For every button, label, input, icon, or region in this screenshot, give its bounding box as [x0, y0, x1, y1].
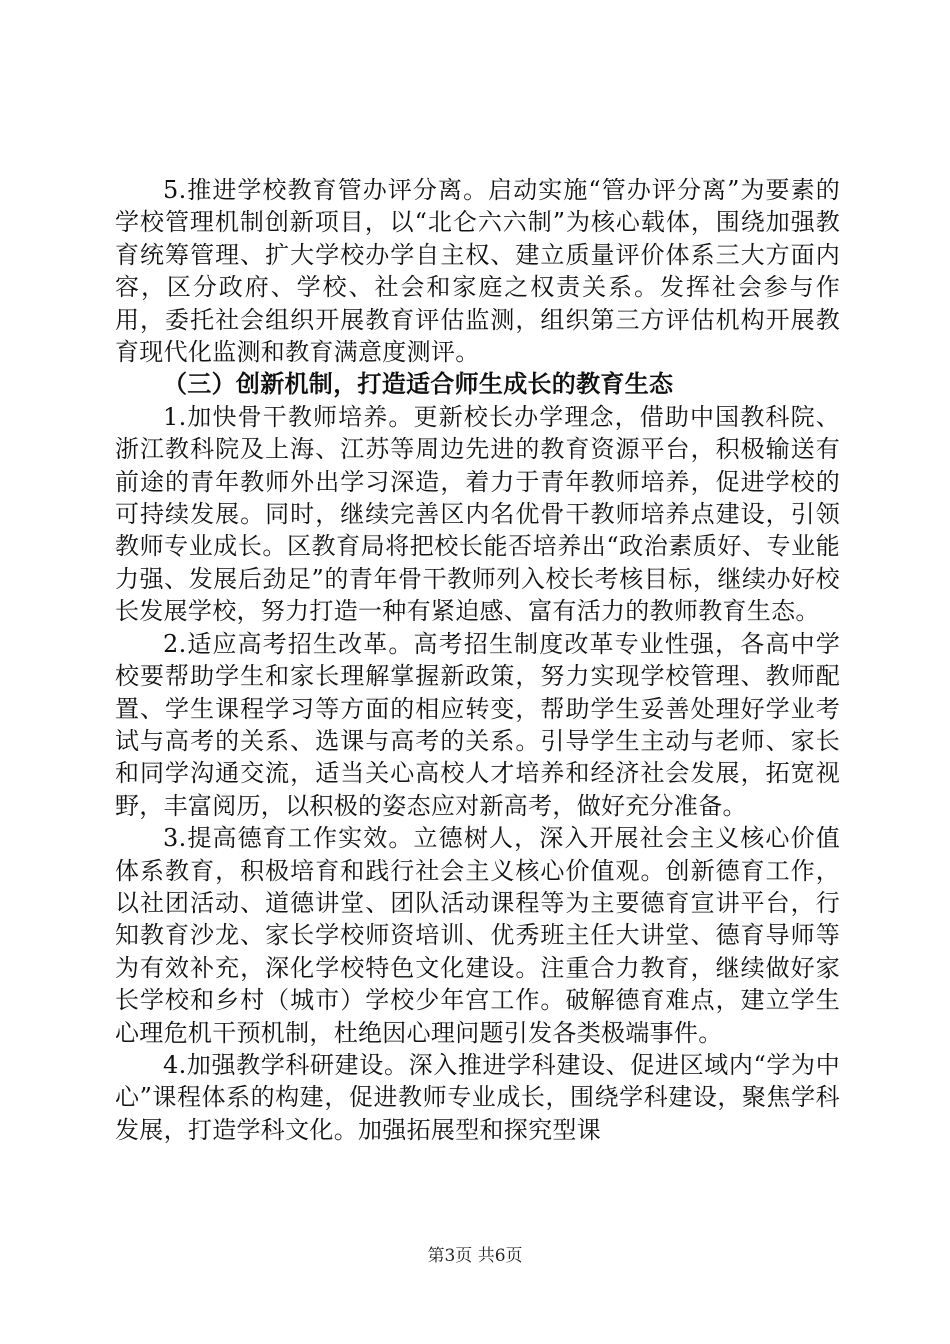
page-number-footer: 第3页 共6页	[427, 1246, 523, 1266]
paragraph-teacher-training: 1.加快骨干教师培养。更新校长办学理念，借助中国教科院、浙江教科院及上海、江苏等周边先进的教育资源平台，积极输送有前途的青年教师外出学习深造，着力于青年教师培养，促进学校的可持续发展。同时，继续完善区内名优骨干教师培养点建设，引领教师专业成长。区教育局将把校长能否培养出“政治素质好、专业能力强、发展后劲足”的青年骨干教师列入校长考核目标，继续办好校长发展学校，努力打造一种有紧迫感、富有活力的教师教育生态。	[115, 402, 840, 626]
paragraph-moral-education: 3.提高德育工作实效。立德树人，深入开展社会主义核心价值体系教育，积极培育和践行社会主义核心价值观。创新德育工作，以社团活动、道德讲堂、团队活动课程等为主要德育宣讲平台，行知教育沙龙、家长学校师资培训、优秀班主任大讲堂、德育导师等为有效补充，深化学校特色文化建设。注重合力教育，继续做好家长学校和乡村（城市）学校少年宫工作。破解德育难点，建立学生心理危机干预机制，杜绝因心理问题引发各类极端事件。	[115, 824, 840, 1047]
paragraph-teaching-research: 4.加强教学科研建设。深入推进学科建设、促进区域内“学为中心”课程体系的构建，促进教师专业成长，围绕学科建设，聚焦学科发展，打造学科文化。加强拓展型和探究型课	[115, 1050, 840, 1144]
paragraph-governance-separation: 5.推进学校教育管办评分离。启动实施“管办评分离”为要素的学校管理机制创新项目，以“北仑六六制”为核心载体，围绕加强教育统筹管理、扩大学校办学自主权、建立质量评价体系三大方面内容，区分政府、学校、社会和家庭之权责关系。发挥社会参与作用，委托社会组织开展教育评估监测，组织第三方评估机构开展教育现代化监测和教育满意度测评。	[115, 176, 840, 367]
paragraph-exam-reform: 2.适应高考招生改革。高考招生制度改革专业性强，各高中学校要帮助学生和家长理解掌握新政策，努力实现学校管理、教师配置、学生课程学习等方面的相应转变，帮助学生妥善处理好学业考试与高考的关系、选课与高考的关系。引导学生主动与老师、家长和同学沟通交流，适当关心高校人才培养和经济社会发展，拓宽视野，丰富阅历，以积极的姿态应对新高考，做好充分准备。	[115, 629, 840, 820]
document-body	[115, 174, 840, 1146]
section-heading-innovation: （三）创新机制，打造适合师生成长的教育生态	[163, 370, 674, 399]
